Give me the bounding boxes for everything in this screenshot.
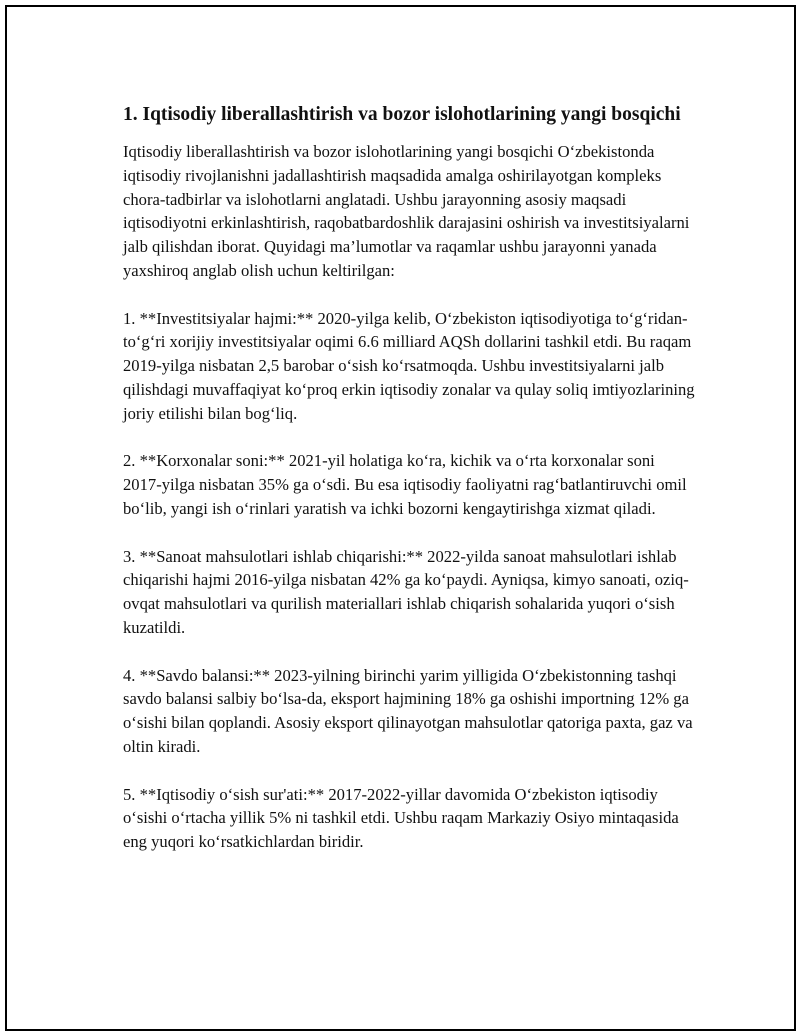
investment-paragraph: 1. **Investitsiyalar hajmi:** 2020-yilga kelib, O‘zbekiston iqtisodiyotiga to‘g‘ridan-to‘g‘ri xorijiy investitsiyalar oqimi 6.6 milliard AQSh dollarini tashkil etdi. Bu raqam 2019-yilga nisbatan 2,5 barobar o‘sish ko‘rsatmoqda. Ushbu investitsiyalarni jalb qilishdagi muvaffaqiyat ko‘proq erkin iqtisodiy zonalar va qulay soliq imtiyozlarining joriy etilishi bilan bog‘liq. xyxy=(123,308,695,423)
document-body xyxy=(123,140,695,854)
page-frame xyxy=(5,5,796,1031)
enterprises-paragraph: 2. **Korxonalar soni:** 2021-yil holatiga ko‘ra, kichik va o‘rta korxonalar soni 2017-yilga nisbatan 35% ga o‘sdi. Bu esa iqtisodiy faoliyatni rag‘batlantiruvchi omil bo‘lib, yangi ish o‘rinlari yaratish va ichki bozorni kengaytirishga xizmat qiladi. xyxy=(123,451,687,518)
trade-balance-paragraph: 4. **Savdo balansi:** 2023-yilning birinchi yarim yilligida O‘zbekistonning tashqi savdo balansi salbiy bo‘lsa-da, eksport hajmining 18% ga oshishi importning 12% ga o‘sishi bilan qoplandi. Asosiy eksport qilinayotgan mahsulotlar qatoriga paxta, gaz va oltin kiradi. xyxy=(123,665,693,756)
industry-paragraph: 3. **Sanoat mahsulotlari ishlab chiqarishi:** 2022-yilda sanoat mahsulotlari ishlab chiqarishi hajmi 2016-yilga nisbatan 42% ga ko‘paydi. Ayniqsa, kimyo sanoati, oziq-ovqat mahsulotlari va qurilish materiallari ishlab chiqarish sohalarida yuqori o‘sish kuzatildi. xyxy=(123,546,689,637)
document-content xyxy=(123,101,695,854)
growth-rate-paragraph: 5. **Iqtisodiy o‘sish sur'ati:** 2017-2022-yillar davomida O‘zbekiston iqtisodiy o‘sishi o‘rtacha yillik 5% ni tashkil etdi. Ushbu raqam Markaziy Osiyo mintaqasida eng yuqori ko‘rsatkichlardan biridir. xyxy=(123,784,679,852)
document-title: 1. Iqtisodiy liberallashtirish va bozor islohotlarining yangi bosqichi xyxy=(123,104,681,125)
intro-paragraph: Iqtisodiy liberallashtirish va bozor islohotlarining yangi bosqichi O‘zbekistonda iqtisodiy rivojlanishni jadallashtirish maqsadida amalga oshirilayotgan kompleks chora-tadbirlar va islohotlarni anglatadi. Ushbu jarayonning asosiy maqsadi iqtisodiyotni erkinlashtirish, raqobatbardoshlik darajasini oshirish va investitsiyalarni jalb qilishdan iborat. Quyidagi ma’lumotlar va raqamlar ushbu jarayonni yanada yaxshiroq anglab olish uchun keltirilgan: xyxy=(123,142,690,280)
